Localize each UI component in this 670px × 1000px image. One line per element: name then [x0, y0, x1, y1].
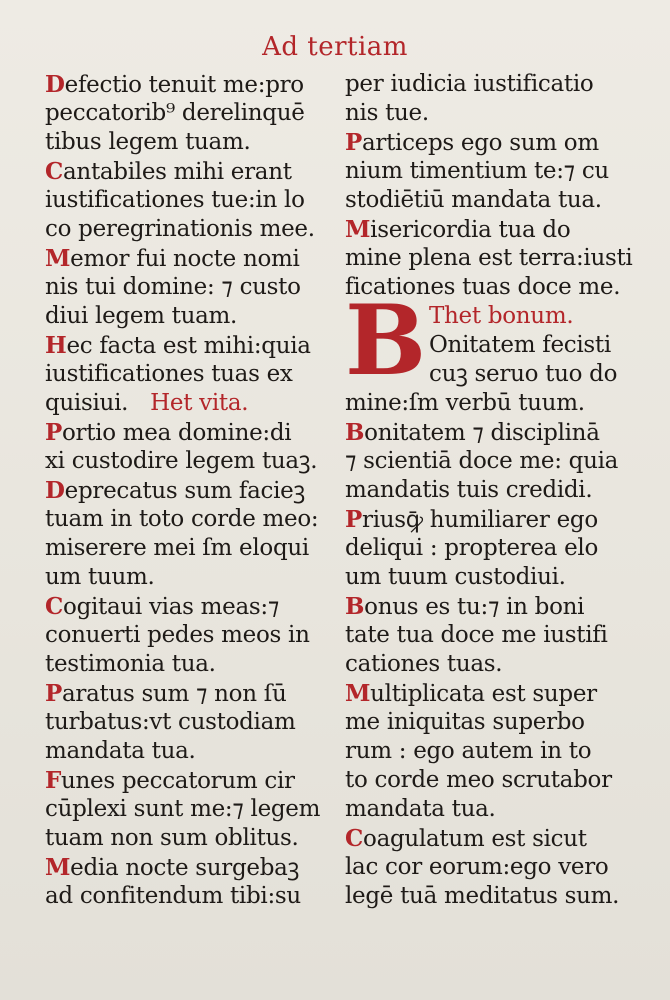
red-initial: H: [45, 332, 67, 359]
text-line: [45, 476, 325, 505]
line-text: ad confitendum tibi:su: [45, 883, 301, 909]
line-text: me iniquitas superbo: [345, 709, 585, 735]
red-initial: P: [45, 680, 62, 707]
line-text: ec facta est mihi:quia: [66, 333, 311, 359]
text-line: [345, 418, 625, 447]
line-text: deliqui : propterea elo: [345, 535, 598, 561]
line-text: mine:ſm verbū tuum.: [345, 390, 585, 416]
text-line: [45, 592, 325, 621]
text-line: [45, 157, 325, 186]
red-initial: M: [45, 245, 71, 272]
red-initial: B: [345, 593, 365, 620]
text-line: [45, 621, 325, 650]
text-line: [345, 795, 625, 824]
text-line: [345, 737, 625, 766]
text-line: [45, 360, 325, 389]
text-line: [345, 882, 625, 911]
text-line: [45, 331, 325, 360]
text-line: [45, 795, 325, 824]
red-initial: C: [45, 158, 64, 185]
line-text: oagulatum est sicut: [363, 826, 587, 852]
red-initial: D: [45, 477, 65, 504]
text-line: [345, 244, 633, 273]
line-text: peccatorib⁹ derelinquē: [45, 100, 305, 126]
text-line: [45, 273, 325, 302]
line-text: aratus sum ⁊ non ſū: [62, 681, 287, 707]
red-initial: M: [45, 854, 71, 881]
line-text: co peregrinationis mee.: [45, 216, 315, 242]
text-line: [345, 128, 625, 157]
red-initial: M: [345, 216, 371, 243]
line-text: iustificationes tue:in lo: [45, 187, 305, 213]
text-line: [45, 186, 325, 215]
text-line: [345, 476, 625, 505]
line-text: tuam in toto corde meo:: [45, 506, 319, 532]
text-line: [45, 447, 325, 476]
line-text: ortio mea domine:di: [62, 420, 292, 446]
line-text: ficationes tuas doce me.: [345, 274, 621, 300]
line-text: lac cor eorum:ego vero: [345, 854, 609, 880]
text-line: [345, 679, 625, 708]
right-column: [345, 70, 633, 911]
text-line: [45, 99, 325, 128]
text-line: [45, 389, 325, 418]
text-line: [345, 186, 625, 215]
text-line: [45, 708, 325, 737]
line-text: isericordia tua do: [370, 217, 571, 243]
line-text: mandata tua.: [45, 738, 196, 764]
text-line: [45, 853, 325, 882]
line-text: nis tue.: [345, 100, 429, 126]
text-line: [45, 824, 325, 853]
text-line: [345, 534, 625, 563]
text-line: [45, 302, 325, 331]
line-text: tibus legem tuam.: [45, 129, 251, 155]
line-text: efectio tenuit me:pro: [64, 72, 304, 98]
text-line: [345, 592, 625, 621]
text-line: [345, 157, 625, 186]
page-heading: Ad tertiam: [262, 32, 408, 62]
text-line: [45, 563, 325, 592]
text-line: [429, 302, 625, 331]
line-text: turbatus:vt custodiam: [45, 709, 296, 735]
line-text: tuam non sum oblitus.: [45, 825, 299, 851]
text-line: [345, 563, 625, 592]
text-line: [345, 215, 625, 244]
line-text: eprecatus sum facieꝫ: [64, 478, 305, 504]
line-text: um tuum custodiui.: [345, 564, 566, 590]
line-text: unes peccatorum cir: [61, 768, 295, 794]
text-line: [45, 215, 325, 244]
line-text: Onitatem fecisti: [429, 332, 611, 358]
line-text: quisiui.: [45, 390, 129, 416]
line-text: conuerti pedes meos in: [45, 622, 310, 648]
line-text: antabiles mihi erant: [63, 159, 292, 185]
text-line: [345, 99, 625, 128]
line-text: testimonia tua.: [45, 651, 216, 677]
line-text: ultiplicata est super: [370, 681, 597, 707]
text-line: [45, 70, 325, 99]
line-text: cūplexi sunt me:⁊ legem: [45, 796, 321, 822]
text-line: [45, 244, 325, 273]
text-line: [345, 447, 625, 476]
text-line: [345, 505, 625, 534]
line-text: diui legem tuam.: [45, 303, 238, 329]
line-text: xi custodire legem tuaꝫ.: [45, 448, 318, 474]
line-text: onus es tu:⁊ in boni: [364, 594, 585, 620]
text-line: [345, 650, 625, 679]
line-text: cationes tuas.: [345, 651, 503, 677]
rubric-heading: Thet bonum.: [429, 303, 574, 329]
text-line: [45, 128, 325, 157]
red-initial: M: [345, 680, 371, 707]
red-initial: B: [345, 419, 365, 446]
line-text: onitatem ⁊ disciplinā: [364, 420, 600, 446]
red-initial: C: [45, 593, 64, 620]
text-line: [45, 650, 325, 679]
text-line: [45, 882, 325, 911]
line-text: riusꝙ̄ humiliarer ego: [362, 507, 598, 533]
line-text: mandata tua.: [345, 796, 496, 822]
line-text: to corde meo scrutabor: [345, 767, 612, 793]
line-text: per iudicia iustificatio: [345, 71, 594, 97]
text-line: [45, 766, 325, 795]
text-line: [345, 766, 625, 795]
line-text: iustificationes tuas ex: [45, 361, 293, 387]
line-text: tate tua doce me iustifi: [345, 622, 608, 648]
line-text: mandatis tuis credidi.: [345, 477, 593, 503]
text-line: [45, 679, 325, 708]
line-text: articeps ego sum om: [362, 130, 599, 156]
text-line: [345, 70, 625, 99]
red-initial: P: [45, 419, 62, 446]
line-text: nium timentium te:⁊ cu: [345, 158, 609, 184]
text-line: [429, 331, 625, 360]
line-text: legē tuā meditatus sum.: [345, 883, 620, 909]
text-line: [345, 708, 625, 737]
line-text: edia nocte surgebaꝫ: [70, 855, 300, 881]
line-text: cuꝫ seruo tuo do: [429, 361, 618, 387]
red-initial: F: [45, 767, 62, 794]
red-initial: P: [345, 129, 362, 156]
red-initial: C: [345, 825, 364, 852]
red-initial: P: [345, 506, 362, 533]
line-text: emor fui nocte nomi: [70, 246, 300, 272]
line-text: ogitaui vias meas:⁊: [63, 594, 279, 620]
line-text: rum : ego autem in to: [345, 738, 592, 764]
red-initial: D: [45, 71, 65, 98]
line-text: miserere mei ſm eloqui: [45, 535, 309, 561]
text-line: [45, 418, 325, 447]
line-text: mine plena est terra:iusti: [345, 245, 633, 271]
text-line: [45, 505, 325, 534]
line-text: ⁊ scientiā doce me: quia: [345, 448, 619, 474]
text-line: [345, 824, 625, 853]
text-line: [345, 621, 625, 650]
text-line: [45, 534, 325, 563]
text-line: [45, 737, 325, 766]
line-text: stodiētiū mandata tua.: [345, 187, 602, 213]
rubric: Het vita.: [150, 390, 249, 416]
line-text: nis tui domine: ⁊ custo: [45, 274, 301, 300]
decorated-initial: B: [345, 284, 427, 397]
text-line: [429, 360, 625, 389]
text-line: [345, 853, 625, 882]
line-text: um tuum.: [45, 564, 155, 590]
left-column: [45, 70, 325, 911]
